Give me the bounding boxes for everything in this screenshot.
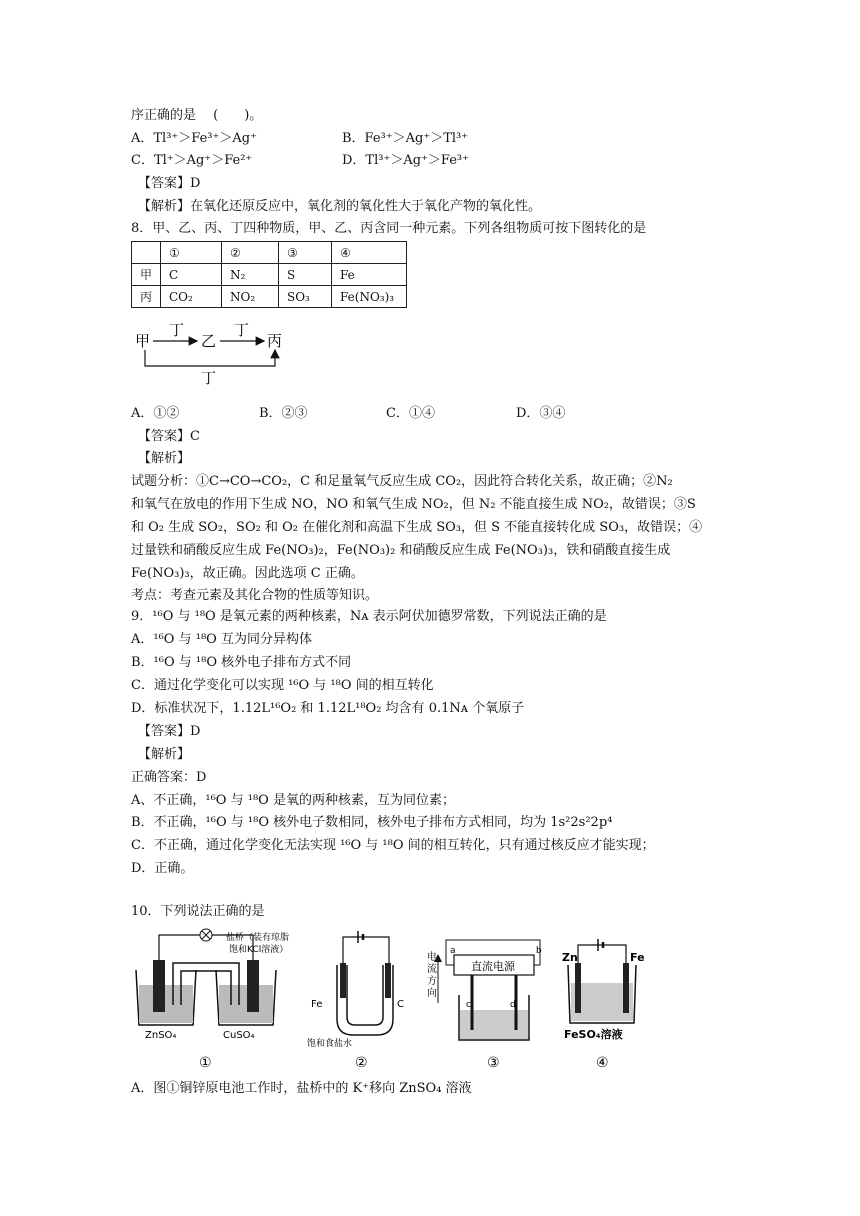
q7-option-d: D．Tl³⁺＞Ag⁺＞Fe³⁺ [342,153,469,168]
current-direction-label-3: 方 [427,976,437,987]
left-solution-label: ZnSO₄ [145,1030,177,1041]
q9-analysis-line: D．正确。 [131,861,194,876]
table-cell: ① [161,242,222,264]
q8-answer: 【答案】C [138,429,200,444]
fe-label: Fe [630,951,645,964]
current-direction-label-2: 流 [427,964,437,975]
figure-number: ④ [596,1055,609,1071]
diagram-ding-1: 丁 [169,321,185,339]
table-cell: Fe [332,264,407,286]
table-cell: 甲 [132,264,161,286]
q9-analysis-line: B．不正确，¹⁶O 与 ¹⁸O 核外电子数相同，核外电子排布方式相同，均为 1s²2s²2p⁴ [131,815,613,830]
q8-option-d: D．③④ [516,406,566,421]
q7-analysis: 【解析】在氧化还原反应中，氧化剂的氧化性大于氧化产物的氧化性。 [138,199,542,214]
q7-option-b: B．Fe³⁺＞Ag⁺＞Tl³⁺ [342,131,469,146]
table-cell: ④ [332,242,407,264]
table-cell: ② [222,242,279,264]
figure-4-plating [560,925,650,1070]
terminal-a-label: a [450,946,456,956]
table-row [132,242,407,264]
q9-option-a: A．¹⁶O 与 ¹⁸O 互为同分异构体 [131,632,312,647]
q9-option-d: D．标准状况下，1.12L¹⁶O₂ 和 1.12L¹⁸O₂ 均含有 0.1Nᴀ 个氧原子 [131,701,525,716]
diagram-ding-2: 丁 [234,321,250,339]
figure-number: ③ [487,1055,500,1071]
q8-conversion-diagram [131,318,301,388]
saltbridge-label-2: 饱和KCl溶液） [229,945,289,955]
table-cell: S [279,264,332,286]
table-cell: SO₃ [279,286,332,308]
figure-number: ① [199,1055,212,1071]
c-electrode-label: C [397,999,404,1010]
q9-stem: 9．¹⁶O 与 ¹⁸O 是氧元素的两种核素，Nᴀ 表示阿伏加德罗常数，下列说法正确的是 [131,609,607,624]
electrode-c-label: c [466,1000,471,1010]
q9-analysis-head: 【解析】 [138,747,191,762]
figure-3-dc-power [424,925,544,1070]
q8-analysis-line: 和氧气在放电的作用下生成 NO，NO 和氧气生成 NO₂，但 N₂ 不能直接生成 NO₂，故错误；③S [131,497,696,512]
q9-analysis-line: 正确答案：D [131,770,207,785]
table-cell: Fe(NO₃)₃ [332,286,407,308]
table-row [132,286,407,308]
q8-analysis-line: Fe(NO₃)₃，故正确。因此选项 C 正确。 [131,566,364,581]
q8-kaodian: 考点：考查元素及其化合物的性质等知识。 [131,588,379,603]
right-solution-label: CuSO₄ [223,1030,255,1041]
q8-analysis-line: 试题分析：①C→CO→CO₂，C 和足量氧气反应生成 CO₂，因此符合转化关系，故正确；②N₂ [131,474,673,489]
q9-answer: 【答案】D [138,724,201,739]
brine-label: 饱和食盐水 [307,1039,353,1049]
diagram-ding-3: 丁 [201,369,217,387]
q10-stem: 10．下列说法正确的是 [131,904,265,919]
table-cell: NO₂ [222,286,279,308]
q7-option-c: C．Tl⁺＞Ag⁺＞Fe²⁺ [131,153,253,168]
saltbridge-label: 盐桥（装有琼脂 [226,933,290,943]
diagram-yi: 乙 [201,332,217,350]
q8-analysis-head: 【解析】 [138,451,191,466]
q8-table [131,241,407,308]
diagram-bing: 丙 [267,332,283,350]
table-cell: 丙 [132,286,161,308]
q7-stem-tail: 序正确的是 ( )。 [131,108,263,123]
q9-option-c: C．通过化学变化可以实现 ¹⁶O 与 ¹⁸O 间的相互转化 [131,678,434,693]
current-direction-label-4: 向 [427,988,437,999]
q8-analysis-line: 过量铁和硝酸反应生成 Fe(NO₃)₂，Fe(NO₃)₂ 和硝酸反应生成 Fe(NO₃)₃，铁和硝酸直接生成 [131,543,671,558]
current-direction-label-1: 电 [427,952,437,963]
q8-analysis-line: 和 O₂ 生成 SO₂，SO₂ 和 O₂ 在催化剂和高温下生成 SO₃，但 S 不能直接转化成 SO₃，故错误；④ [131,520,703,535]
figure-number: ② [355,1055,368,1071]
terminal-b-label: b [536,946,542,956]
figure-1-cell [131,925,290,1071]
q8-option-b: B．②③ [259,406,308,421]
dc-power-label: 直流电源 [471,960,515,973]
q8-stem: 8．甲、乙、丙、丁四种物质，甲、乙、丙含同一种元素。下列各组物质可按下图转化的是 [131,221,647,236]
table-cell: N₂ [222,264,279,286]
zn-label: Zn [562,951,578,964]
fe-electrode-label: Fe [311,999,323,1010]
table-cell: ③ [279,242,332,264]
q9-analysis-line: C．不正确，通过化学变化无法实现 ¹⁶O 与 ¹⁸O 间的相互转化，只有通过核反应才能实现； [131,838,655,853]
table-cell [132,242,161,264]
q7-answer: 【答案】D [138,176,201,191]
table-cell: C [161,264,222,286]
figure-2-electrolysis [305,925,405,1070]
table-row [132,264,407,286]
feso4-label: FeSO₄溶液 [564,1028,623,1041]
q8-option-a: A．①② [131,406,180,421]
q7-option-a: A．Tl³⁺＞Fe³⁺＞Ag⁺ [131,131,257,146]
q10-option-a: A．图①铜锌原电池工作时，盐桥中的 K⁺移向 ZnSO₄ 溶液 [131,1081,472,1096]
electrode-d-label: d [510,1000,516,1010]
diagram-jia: 甲 [135,332,151,350]
q8-option-c: C．①④ [386,406,435,421]
q9-analysis-line: A、不正确，¹⁶O 与 ¹⁸O 是氧的两种核素，互为同位素； [131,793,455,808]
table-cell: CO₂ [161,286,222,308]
q9-option-b: B．¹⁶O 与 ¹⁸O 核外电子排布方式不同 [131,655,352,670]
